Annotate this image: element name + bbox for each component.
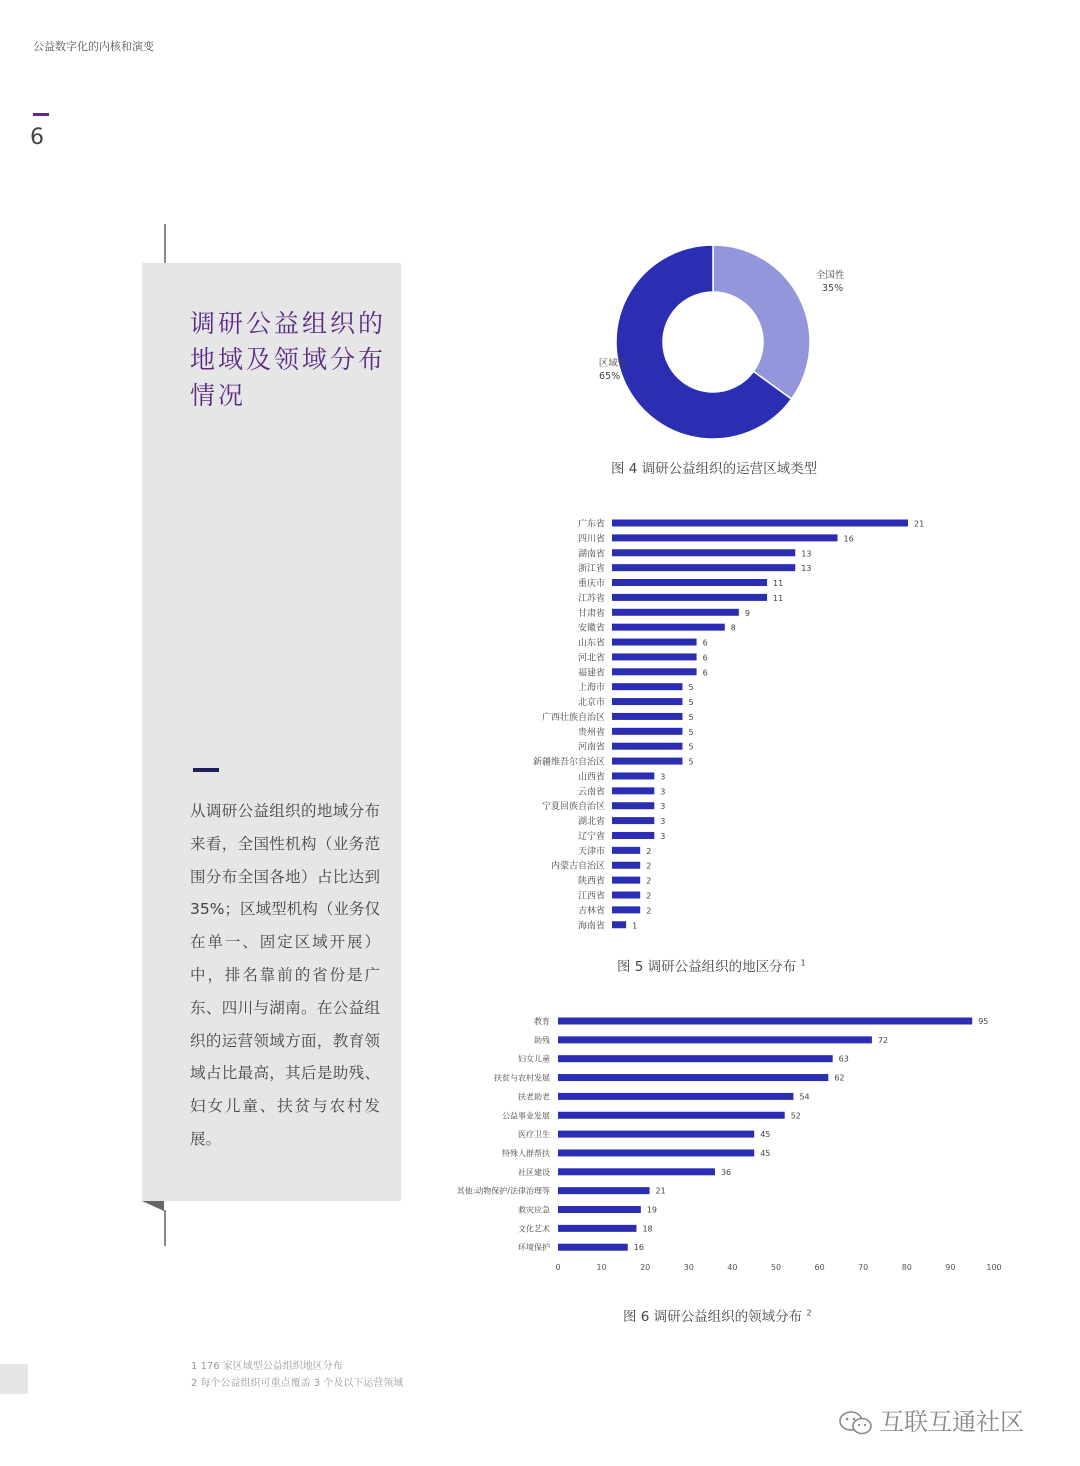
field-x-tick-label: 20 bbox=[640, 1263, 651, 1272]
region-category-label: 宁夏回族自治区 bbox=[541, 802, 605, 813]
region-category-label: 内蒙古自治区 bbox=[550, 861, 605, 872]
field-x-tick-label: 90 bbox=[945, 1263, 956, 1272]
region-category-label: 四川省 bbox=[577, 534, 605, 545]
region-value-label: 6 bbox=[702, 653, 708, 663]
donut-label-1: 区域性 bbox=[598, 358, 628, 369]
region-category-label: 甘肃省 bbox=[577, 608, 605, 619]
region-value-label: 2 bbox=[646, 876, 652, 886]
field-category-label: 文化艺术 bbox=[518, 1224, 550, 1234]
region-bar bbox=[612, 921, 626, 928]
field-bar-chart bbox=[440, 1008, 1020, 1278]
field-bar bbox=[558, 1018, 972, 1025]
field-x-tick-label: 60 bbox=[814, 1263, 825, 1272]
field-bar bbox=[558, 1093, 793, 1100]
region-value-label: 2 bbox=[646, 846, 652, 856]
region-bar bbox=[612, 639, 697, 646]
donut-slice-0 bbox=[713, 245, 810, 399]
region-value-label: 11 bbox=[773, 593, 784, 603]
page-number: 6 bbox=[30, 125, 44, 150]
region-category-label: 广东省 bbox=[577, 519, 605, 530]
region-bar bbox=[612, 713, 682, 720]
footnote-2: 2 每个公益组织可重点覆盖 3 个及以下运营领域 bbox=[191, 1378, 404, 1389]
field-bar bbox=[558, 1187, 650, 1194]
region-category-label: 江苏省 bbox=[577, 593, 605, 604]
field-x-tick-label: 10 bbox=[596, 1263, 607, 1272]
field-category-label: 公益事业发展 bbox=[502, 1111, 550, 1121]
field-value-label: 45 bbox=[760, 1148, 771, 1158]
region-bar bbox=[612, 564, 795, 571]
region-value-label: 3 bbox=[660, 817, 666, 827]
region-value-label: 5 bbox=[688, 742, 694, 752]
field-category-label: 妇女儿童 bbox=[518, 1054, 550, 1064]
footnotes bbox=[191, 1358, 403, 1392]
region-value-label: 6 bbox=[702, 638, 708, 648]
region-bar bbox=[612, 892, 640, 899]
donut-pct-label-0: 35% bbox=[822, 283, 844, 294]
region-value-label: 3 bbox=[660, 787, 666, 797]
field-bar bbox=[558, 1225, 636, 1232]
region-category-label: 河北省 bbox=[577, 653, 605, 664]
field-bar bbox=[558, 1131, 754, 1138]
field-category-label: 社区建设 bbox=[518, 1167, 550, 1177]
field-value-label: 45 bbox=[760, 1130, 771, 1140]
region-category-label: 云南省 bbox=[577, 787, 605, 798]
region-bar bbox=[612, 683, 682, 690]
region-category-label: 安徽省 bbox=[577, 623, 605, 634]
region-value-label: 3 bbox=[660, 772, 666, 782]
figure-5-footnote-ref: 1 bbox=[800, 958, 806, 968]
page-number-accent-bar bbox=[33, 113, 49, 116]
region-bar bbox=[612, 832, 654, 839]
region-bar bbox=[612, 862, 640, 869]
region-value-label: 6 bbox=[702, 668, 708, 678]
region-bar bbox=[612, 534, 838, 541]
region-bar bbox=[612, 787, 654, 794]
field-value-label: 54 bbox=[799, 1092, 810, 1102]
field-category-label: 医疗卫生 bbox=[518, 1130, 550, 1140]
region-value-label: 16 bbox=[843, 534, 854, 544]
region-value-label: 3 bbox=[660, 802, 666, 812]
region-bar bbox=[612, 817, 654, 824]
field-bar bbox=[558, 1055, 833, 1062]
region-bar bbox=[612, 653, 697, 660]
panel-top-rule bbox=[164, 224, 166, 264]
region-value-label: 5 bbox=[688, 727, 694, 737]
region-bar bbox=[612, 772, 654, 779]
region-value-label: 2 bbox=[646, 891, 652, 901]
region-value-label: 5 bbox=[688, 698, 694, 708]
field-bar bbox=[558, 1206, 641, 1213]
field-x-tick-label: 100 bbox=[986, 1263, 1002, 1272]
region-value-label: 5 bbox=[688, 712, 694, 722]
region-category-label: 贵州省 bbox=[577, 727, 605, 738]
field-bar bbox=[558, 1244, 628, 1251]
region-bar bbox=[612, 758, 682, 765]
region-category-label: 上海市 bbox=[577, 683, 605, 694]
figure-5-caption bbox=[617, 955, 806, 975]
region-value-label: 5 bbox=[688, 683, 694, 693]
region-bar bbox=[612, 609, 739, 616]
region-category-label: 山西省 bbox=[577, 772, 605, 783]
field-value-label: 62 bbox=[834, 1073, 845, 1083]
footnote-1: 1 176 家区域型公益组织地区分布 bbox=[191, 1361, 343, 1372]
region-category-label: 新疆维吾尔自治区 bbox=[532, 757, 605, 768]
region-bar bbox=[612, 549, 795, 556]
region-category-label: 湖北省 bbox=[577, 817, 605, 828]
footer-tab bbox=[0, 1364, 28, 1394]
region-value-label: 3 bbox=[660, 831, 666, 841]
field-bar bbox=[558, 1112, 785, 1119]
field-category-label: 其他:动物保护/法律治理等 bbox=[456, 1186, 550, 1196]
field-value-label: 95 bbox=[978, 1017, 989, 1026]
region-bar bbox=[612, 624, 725, 631]
region-value-label: 21 bbox=[914, 519, 925, 529]
region-value-label: 8 bbox=[730, 623, 736, 633]
field-category-label: 扶贫与农村发展 bbox=[494, 1073, 550, 1083]
region-bar bbox=[612, 743, 682, 750]
region-bar bbox=[612, 579, 767, 586]
panel-bottom-rule bbox=[164, 1210, 166, 1246]
field-category-label: 环境保护 bbox=[518, 1243, 550, 1253]
region-category-label: 湖南省 bbox=[577, 549, 605, 560]
field-x-tick-label: 40 bbox=[727, 1263, 738, 1272]
region-bar bbox=[612, 847, 640, 854]
figure-4-caption-text: 图 4 调研公益组织的运营区域类型 bbox=[611, 461, 818, 477]
region-category-label: 广西壮族自治区 bbox=[541, 712, 605, 723]
region-bar-chart bbox=[510, 510, 950, 935]
field-category-label: 教育 bbox=[534, 1017, 550, 1026]
panel-body-text: 从调研公益组织的地域分布来看，全国性机构（业务范围分布全国各地）占比达到 35%；区域型机构（业务仅在单一、固定区域开展）中，排名靠前的省份是广东、四川与湖南。在公益组织的运营领域方面，教育领域占比最高，其后是助残、妇女儿童、扶贫与农村发展。 bbox=[190, 802, 380, 1148]
region-category-label: 北京市 bbox=[577, 698, 605, 709]
figure-4-caption bbox=[611, 457, 817, 477]
region-value-label: 2 bbox=[646, 906, 652, 916]
region-bar bbox=[612, 698, 682, 705]
field-category-label: 助残 bbox=[534, 1035, 550, 1045]
region-category-label: 天津市 bbox=[577, 846, 605, 857]
field-category-label: 扶老助老 bbox=[518, 1092, 550, 1102]
field-value-label: 18 bbox=[642, 1224, 653, 1234]
region-value-label: 13 bbox=[801, 564, 812, 574]
donut-label-0: 全国性 bbox=[816, 270, 845, 281]
region-category-label: 江西省 bbox=[577, 891, 605, 902]
field-value-label: 72 bbox=[877, 1035, 889, 1045]
field-x-tick-label: 80 bbox=[901, 1263, 912, 1272]
region-category-label: 陕西省 bbox=[577, 876, 605, 887]
panel-fold-corner bbox=[142, 1201, 164, 1211]
field-category-label: 特殊人群帮扶 bbox=[502, 1148, 550, 1158]
region-category-label: 福建省 bbox=[577, 668, 605, 679]
field-x-tick-label: 70 bbox=[858, 1263, 869, 1272]
field-value-label: 16 bbox=[633, 1243, 644, 1253]
region-value-label: 5 bbox=[688, 757, 694, 767]
field-value-label: 19 bbox=[646, 1205, 658, 1215]
field-value-label: 52 bbox=[790, 1111, 801, 1121]
field-category-label: 救灾应急 bbox=[518, 1205, 550, 1215]
field-value-label: 21 bbox=[655, 1186, 666, 1196]
region-bar bbox=[612, 594, 767, 601]
figure-5-caption-text: 图 5 调研公益组织的地区分布 bbox=[617, 959, 797, 975]
donut-pct-label-1: 65% bbox=[599, 371, 621, 382]
field-bar bbox=[558, 1168, 715, 1175]
field-x-tick-label: 0 bbox=[555, 1263, 561, 1272]
region-bar bbox=[612, 877, 640, 884]
region-category-label: 海南省 bbox=[577, 921, 605, 932]
region-value-label: 13 bbox=[801, 549, 812, 559]
region-value-label: 11 bbox=[773, 579, 784, 589]
panel-heading: 调研公益组织的地域及领域分布情况 bbox=[190, 309, 387, 410]
region-bar bbox=[612, 728, 682, 735]
field-bar bbox=[558, 1149, 754, 1156]
region-category-label: 浙江省 bbox=[577, 564, 605, 575]
donut-chart bbox=[560, 230, 870, 450]
region-value-label: 1 bbox=[632, 921, 638, 931]
region-value-label: 2 bbox=[646, 861, 652, 871]
figure-6-caption-text: 图 6 调研公益组织的领域分布 bbox=[623, 1309, 803, 1325]
field-bar bbox=[558, 1074, 828, 1081]
watermark bbox=[838, 1402, 1024, 1437]
region-bar bbox=[612, 668, 697, 675]
region-category-label: 辽宁省 bbox=[577, 831, 605, 842]
region-category-label: 河南省 bbox=[577, 742, 605, 753]
region-bar bbox=[612, 802, 654, 809]
figure-6-footnote-ref: 2 bbox=[806, 1308, 812, 1318]
field-x-tick-label: 30 bbox=[683, 1263, 694, 1272]
region-category-label: 吉林省 bbox=[577, 906, 605, 917]
field-value-label: 36 bbox=[720, 1167, 732, 1177]
figure-6-caption bbox=[623, 1305, 812, 1325]
field-value-label: 63 bbox=[838, 1054, 849, 1064]
running-title: 公益数字化的内核和演变 bbox=[33, 40, 154, 53]
panel-accent-bar bbox=[193, 768, 219, 772]
region-category-label: 山东省 bbox=[577, 638, 605, 649]
region-bar bbox=[612, 520, 908, 527]
region-value-label: 9 bbox=[744, 608, 750, 618]
field-bar bbox=[558, 1036, 872, 1043]
field-x-tick-label: 50 bbox=[770, 1263, 782, 1272]
region-bar bbox=[612, 906, 640, 913]
wechat-icon bbox=[838, 1410, 874, 1436]
watermark-text: 互联互通社区 bbox=[880, 1408, 1024, 1436]
region-category-label: 重庆市 bbox=[577, 579, 605, 590]
